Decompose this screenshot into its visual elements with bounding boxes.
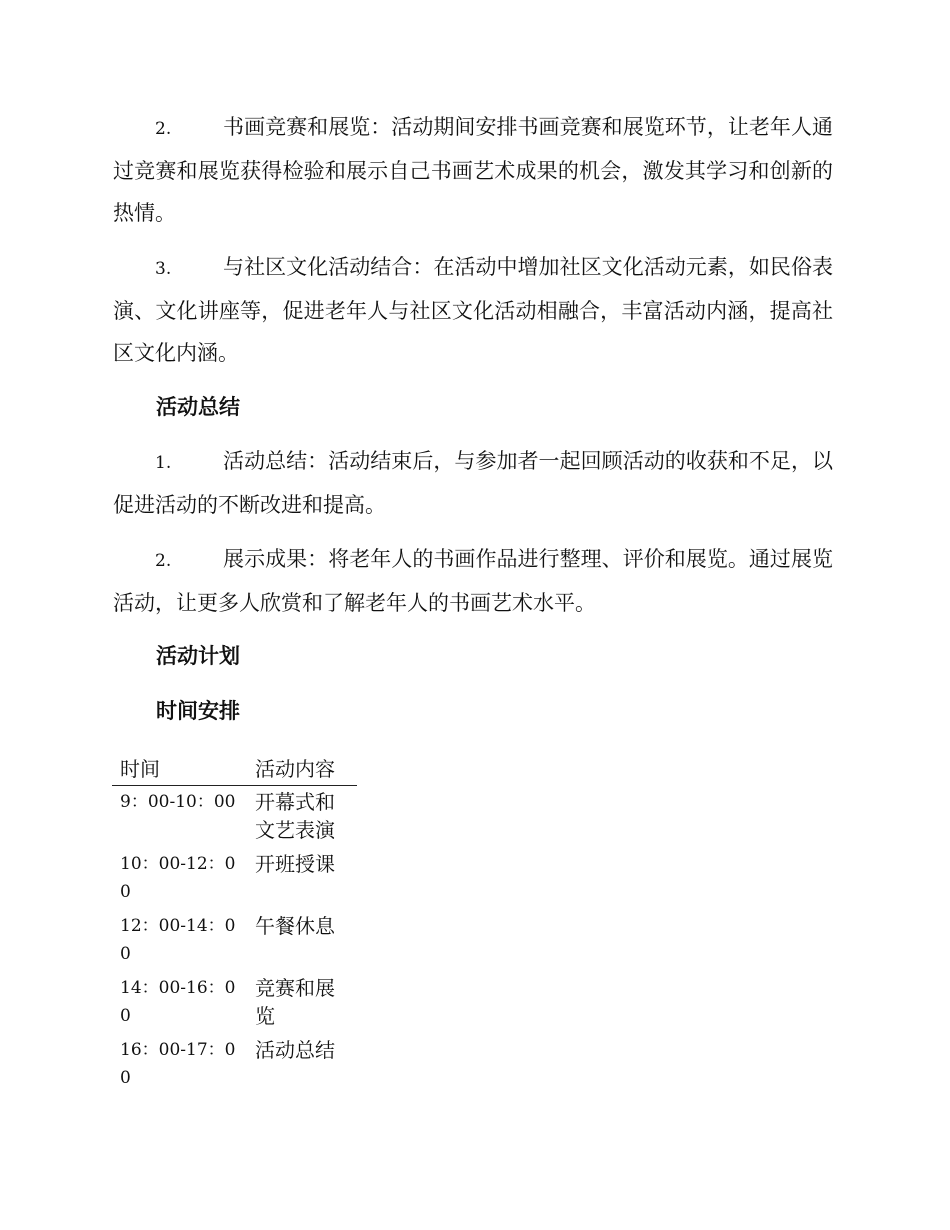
list-number: 1. [155,453,172,473]
cell-time: 9：00-10：00 [120,792,236,812]
list-item [113,440,833,526]
cell-time: 12：00-14：00 [120,916,236,964]
list-text: 与社区文化活动结合：在活动中增加社区文化活动元素，如民俗表演、文化讲座等，促进老年人与社区文化活动相融合，丰富活动内涵，提高社区文化内涵。 [113,255,833,365]
section-heading-plan: 活动计划 [156,643,240,668]
table-row [112,972,357,1034]
section-heading-summary: 活动总结 [156,394,240,419]
list-number: 3. [155,259,172,279]
cell-time: 10：00-12：00 [120,854,236,902]
table-row [112,910,357,972]
cell-activity: 开班授课 [254,852,335,876]
list-number: 2. [155,119,172,139]
list-text: 活动总结：活动结束后，与参加者一起回顾活动的收获和不足，以促进活动的不断改进和提高。 [113,449,833,517]
table-header-row [112,751,357,786]
cell-time: 14：00-16：00 [120,978,236,1026]
list-item [113,106,833,234]
list-item [113,538,833,624]
cell-time: 16：00-17：00 [120,1040,236,1088]
table-row [112,786,357,849]
list-item [113,246,833,374]
table-row [112,848,357,910]
table-row [112,1034,357,1096]
cell-activity: 活动总结 [254,1038,335,1062]
section-subheading-schedule: 时间安排 [156,698,240,723]
list-text: 书画竞赛和展览：活动期间安排书画竞赛和展览环节，让老年人通过竞赛和展览获得检验和展示自己书画艺术成果的机会，激发其学习和创新的热情。 [113,115,833,225]
cell-activity: 午餐休息 [254,914,335,938]
cell-activity: 竞赛和展览 [254,976,335,1028]
column-header-activity: 活动内容 [247,751,357,786]
schedule-table [112,751,357,1096]
cell-activity: 开幕式和文艺表演 [254,790,335,842]
list-text: 展示成果：将老年人的书画作品进行整理、评价和展览。通过展览活动，让更多人欣赏和了解老年人的书画艺术水平。 [113,547,833,615]
column-header-time: 时间 [112,751,247,786]
list-number: 2. [155,551,172,571]
